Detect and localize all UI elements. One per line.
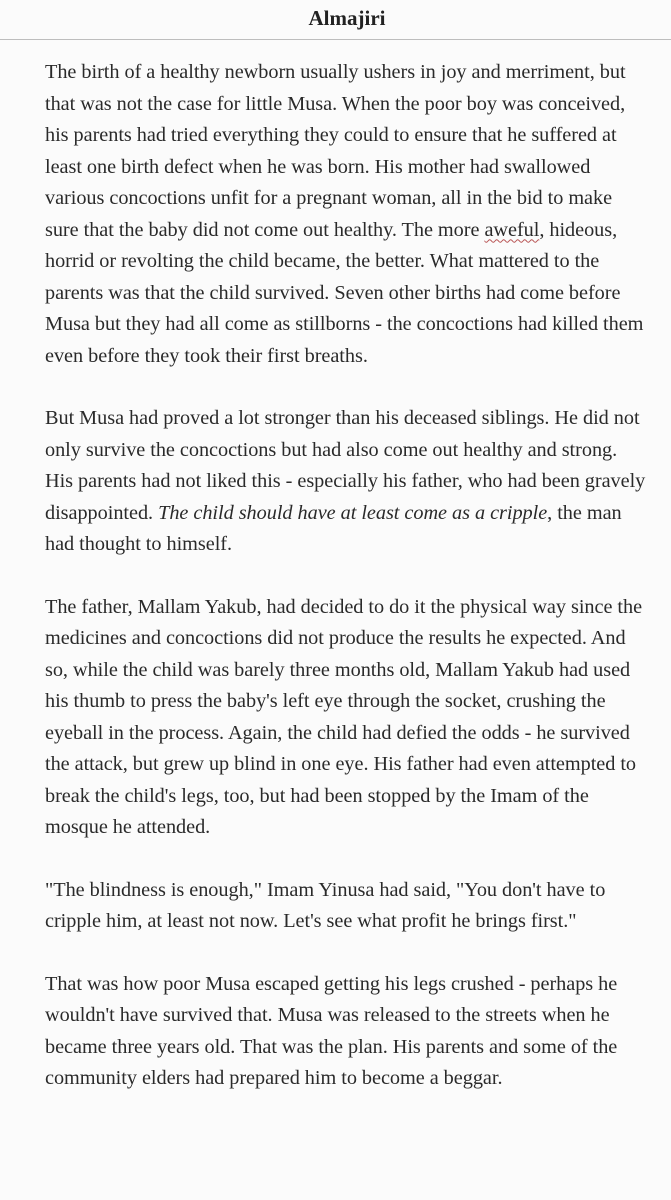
paragraph-3: The father, Mallam Yakub, had decided to do it the physical way since the medicines and concoctions did not produce the results he expected. And so, while the child was barely three months old, Mallam Yakub had used his thumb to press the baby's left eye through the socket, crushing the eyeball in the process. Again, the child had defied the odds - he survived the attack, but grew up blind in one eye. His father had even attempted to break the child's legs, too, but had been stopped by the Imam of the mosque he attended. — [45, 595, 643, 838]
document-title: Almajiri — [308, 6, 386, 30]
paragraph-4: "The blindness is enough," Imam Yinusa had said, "You don't have to cripple him, at least not now. Let's see what profit he brings first." — [45, 878, 606, 932]
paragraph-1-text-end: , hideous, horrid or revolting the child became, the better. What mattered to the parents was that the child survived. Seven other births had come before Musa but they had all come as stillborns - the concoctions had killed them even before they took their first breaths. — [45, 218, 644, 367]
paragraph-2 — [45, 403, 649, 561]
paragraph-1-text-start: The birth of a healthy newborn usually ushers in joy and merriment, but that was not the case for little Musa. When the poor boy was conceived, his parents had tried everything they could to ensure that he suffered at least one birth defect when he was born. His mother had swallowed various concoctions unfit for a pregnant woman, all in the bid to make sure that the baby did not come out healthy. The more — [45, 61, 626, 241]
spellcheck-flagged-word: aweful — [484, 218, 540, 241]
paragraph-2-italic-thought: The child should have at least come as a cripple — [158, 501, 548, 524]
paragraph-2-text-start: But Musa had proved a lot stronger than his deceased siblings. He did not only survive the concoctions but had also come out healthy and strong. His parents had not liked this - especially his father, who had been gravely disappointed. — [45, 407, 646, 524]
paragraph-2-text-end: , the man had thought to himself. — [45, 501, 622, 555]
document-body — [45, 57, 649, 1095]
title-divider — [0, 39, 671, 40]
paragraph-5: That was how poor Musa escaped getting his legs crushed - perhaps he wouldn't have survived that. Musa was released to the streets when he became three years old. That was the plan. His parents and some of the community elders had prepared him to become a beggar. — [45, 972, 618, 1089]
paragraph-1 — [45, 57, 649, 372]
